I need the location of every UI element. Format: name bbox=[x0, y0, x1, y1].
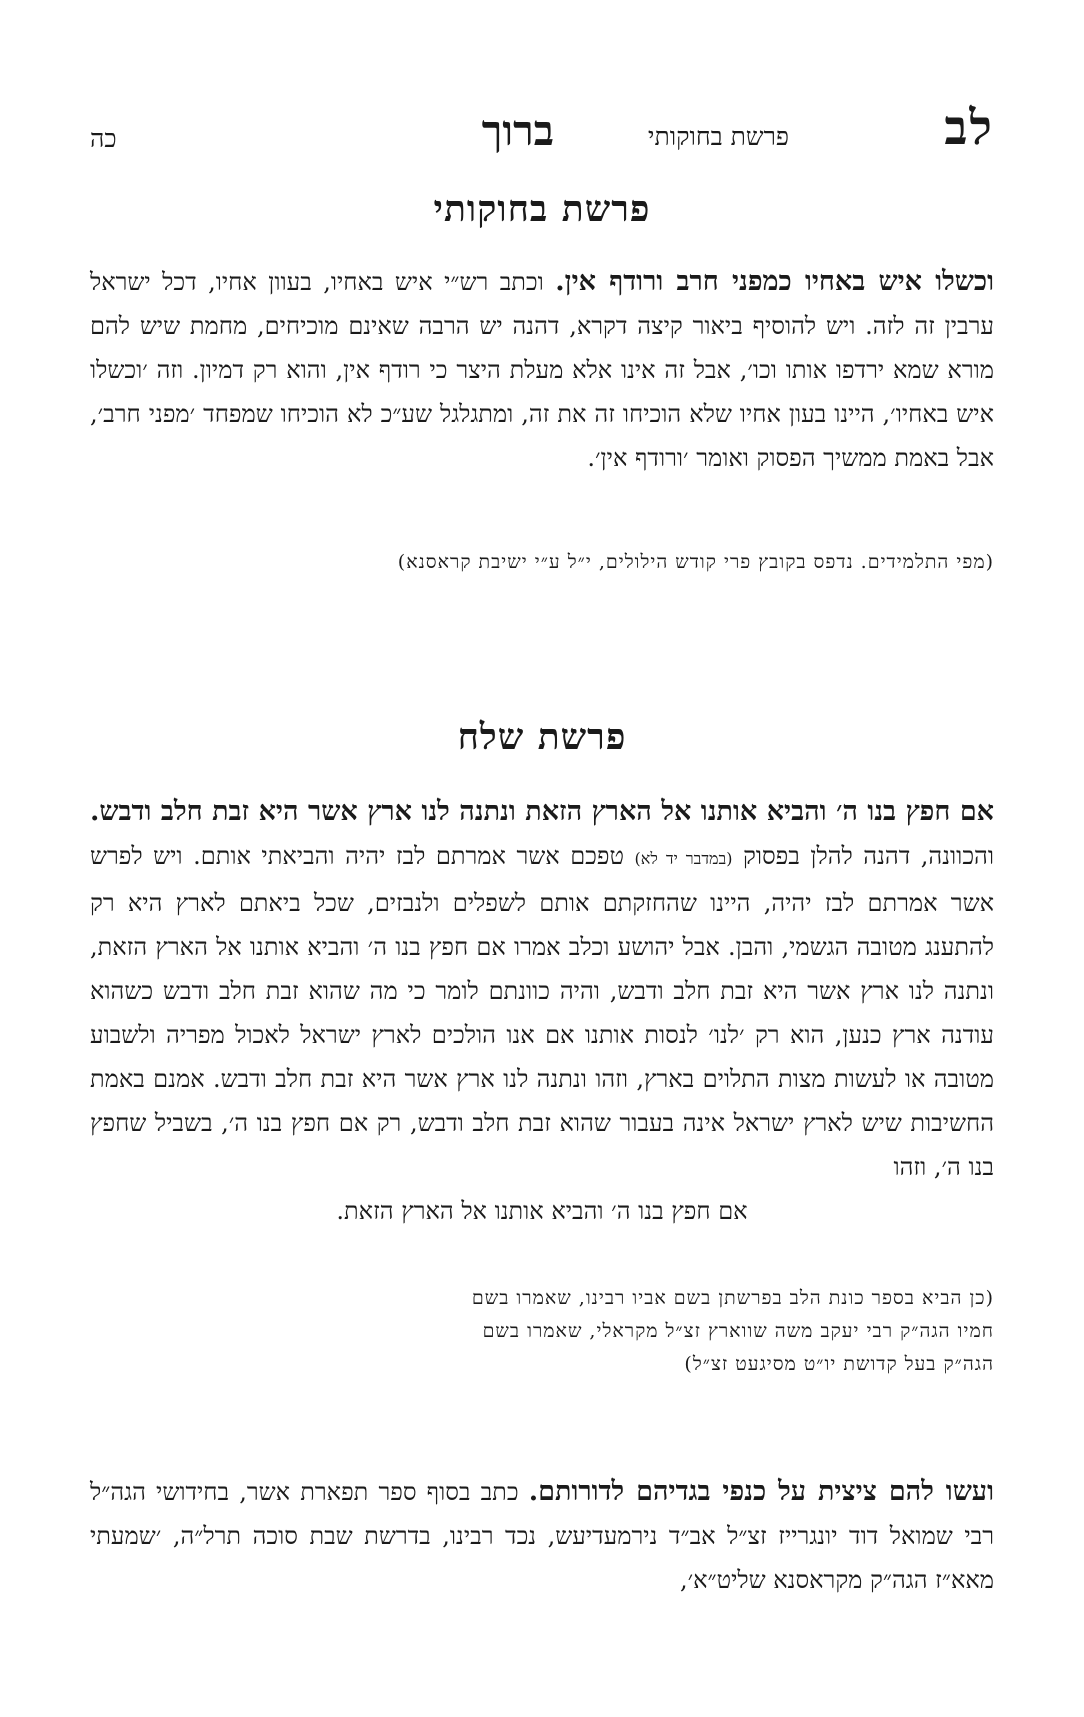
source-note-1-wrap bbox=[90, 546, 994, 579]
paragraph-text: כתב בסוף ספר תפארת אשר, בחידושי הגה״ל רבי שמואל דוד יונגרייז זצ״ל אב״ד נירמעדיעש, נכד רבינו, בדרשת שבת סוכה תרל״ה, ׳שמעתי מאא״ז הגה״ק מקראסנא שליט״א׳, bbox=[90, 1478, 994, 1594]
source-note-line: (כן הביא בספר כונת הלב בפרשתן בשם אביו רבינו, שאמרו בשם bbox=[471, 1287, 994, 1309]
paragraph-text: וכתב רש״י איש באחיו, בעוון אחיו, דכל ישראל ערבין זה לזה. ויש להוסיף ביאור קיצה דקרא, דהנה יש הרבה שאינם מוכיחים, מחמת שיש להם מורא שמא ירדפו אותו וכו׳, אבל זה אינו אלא מעלת היצר כי רודף אין, והוא רק דמיון. וזה ׳וכשלו איש באחיו׳, היינו בעון אחיו שלא הוכיחו זה את זה, ומתגלגל שע״כ לא הוכיחו שמפחד ׳מפני חרב׳, אבל באמת ממשיך הפסוק ואומר ׳ורודף אין׳. bbox=[90, 268, 994, 472]
lead-verse: אם חפץ בנו ה׳ והביא אותנו אל הארץ הזאת ונתנה לנו ארץ אשר היא זבת חלב ודבש. bbox=[90, 796, 994, 827]
source-note-line: חמיו הגה״ק רבי יעקב משה שווארץ זצ״ל מקראלי, שאמרו בשם bbox=[482, 1320, 994, 1342]
paragraph-closing-line: אם חפץ בנו ה׳ והביא אותנו אל הארץ הזאת. bbox=[336, 1197, 748, 1225]
section-title-bechukotai: פרשת בחוקותי bbox=[433, 188, 651, 230]
section-bechukotai-body bbox=[90, 260, 994, 480]
running-header-book: ברוך bbox=[481, 106, 554, 155]
section-title-shelach-wrap bbox=[90, 716, 994, 758]
source-note-2-wrap bbox=[90, 1282, 994, 1381]
section-title-bechukotai-wrap bbox=[90, 188, 994, 230]
paragraph bbox=[90, 260, 994, 480]
section-shelach-body bbox=[90, 790, 994, 1233]
running-header bbox=[90, 100, 994, 160]
paragraph bbox=[90, 1470, 994, 1602]
section-title-shelach: פרשת שלח bbox=[457, 716, 627, 758]
source-note-line: הגה״ק בעל קדושת יו״ט מסיגעט זצ״ל) bbox=[684, 1353, 994, 1375]
paragraph-text: טפכם אשר אמרתם לבז יהיה והביאתי אותם. ויש לפרש אשר אמרתם לבז יהיה, היינו שהחזקתם אותם לשפלים ולנבזים, שכל ביאתם לארץ היא רק להתענג מטובה הגשמי, והבן. אבל יהושע וכלב אמרו אם חפץ בנו ה׳ והביא אותנו אל הארץ הזאת, ונתנה לנו ארץ אשר היא זבת חלב ודבש, והיה כוונתם לומר כי מה שהוא זבת חלב ודבש כשהוא עודנה ארץ כנען, הוא רק ׳לנו׳ לנסות אותנו אם אנו הולכים לארץ ישראל לאכול מפריה ולשבוע מטובה או לעשות מצות התלוים בארץ, וזהו ונתנה לנו ארץ אשר היא זבת חלב ודבש. אמנם באמת החשיבות שיש לארץ ישראל אינה בעבור שהוא זבת חלב ודבש, רק אם חפץ בנו ה׳, בשביל שחפץ בנו ה׳, וזהו bbox=[90, 842, 994, 1181]
section-tzitzit-body bbox=[90, 1470, 994, 1602]
verse-reference: (במדבר יד לא) bbox=[634, 849, 733, 868]
page-number: כה bbox=[90, 124, 117, 153]
running-header-parsha: פרשת בחוקותי bbox=[647, 122, 789, 151]
lead-verse: וכשלו איש באחיו כמפני חרב ורודף אין. bbox=[555, 266, 995, 297]
lead-verse: ועשו להם ציצית על כנפי בגדיהם לדורותם. bbox=[528, 1476, 994, 1507]
running-header-title: לב bbox=[944, 100, 994, 156]
paragraph bbox=[90, 790, 994, 1233]
source-note: (מפי התלמידים. נדפס בקובץ פרי קודש הילולים, י״ל ע״י ישיבת קראסנא) bbox=[397, 551, 994, 573]
paragraph-text: והכוונה, דהנה להלן בפסוק bbox=[743, 842, 994, 870]
